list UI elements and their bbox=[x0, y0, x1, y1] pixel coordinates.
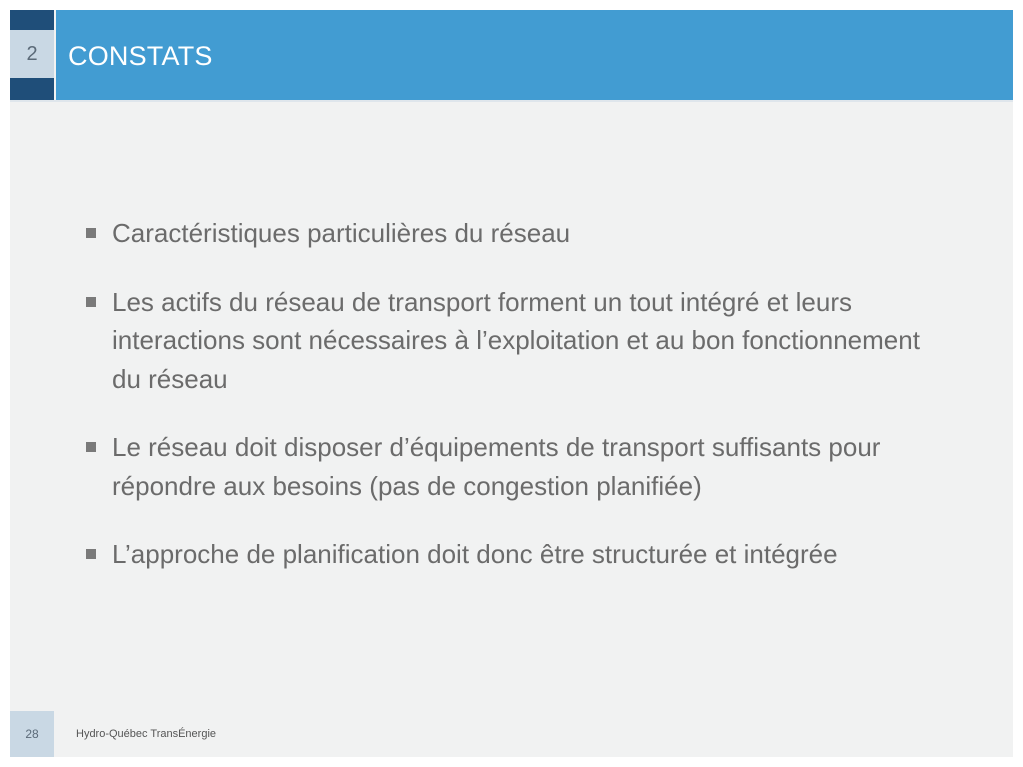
bullet-item bbox=[86, 535, 946, 574]
footer-company-name: Hydro-Québec TransÉnergie bbox=[76, 728, 217, 740]
header-strip-bottom bbox=[10, 78, 54, 100]
page-number-box bbox=[10, 711, 54, 757]
header-bar bbox=[56, 10, 1013, 100]
bullet-item bbox=[86, 214, 946, 253]
section-number-box bbox=[10, 30, 54, 78]
slide-title: CONSTATS bbox=[68, 41, 213, 71]
header-divider bbox=[10, 100, 1013, 102]
page-number: 28 bbox=[25, 727, 39, 741]
square-bullet-icon bbox=[86, 297, 96, 307]
header-strip-top bbox=[10, 10, 54, 30]
square-bullet-icon bbox=[86, 228, 96, 238]
bullet-text: Caractéristiques particulières du réseau bbox=[112, 218, 571, 248]
slide bbox=[10, 10, 1013, 757]
bullet-item bbox=[86, 428, 946, 505]
bullet-list bbox=[86, 214, 946, 604]
square-bullet-icon bbox=[86, 549, 96, 559]
section-number: 2 bbox=[26, 42, 38, 65]
square-bullet-icon bbox=[86, 442, 96, 452]
bullet-text: Les actifs du réseau de transport forment un tout intégré et leurs interactions sont nécessaires à l’exploitation et au bon fonctionnement du réseau bbox=[112, 286, 920, 394]
bullet-text: Le réseau doit disposer d’équipements de transport suffisants pour répondre aux besoins (pas de congestion planifiée) bbox=[112, 432, 881, 501]
bullet-item bbox=[86, 283, 946, 399]
bullet-text: L’approche de planification doit donc être structurée et intégrée bbox=[112, 539, 838, 569]
